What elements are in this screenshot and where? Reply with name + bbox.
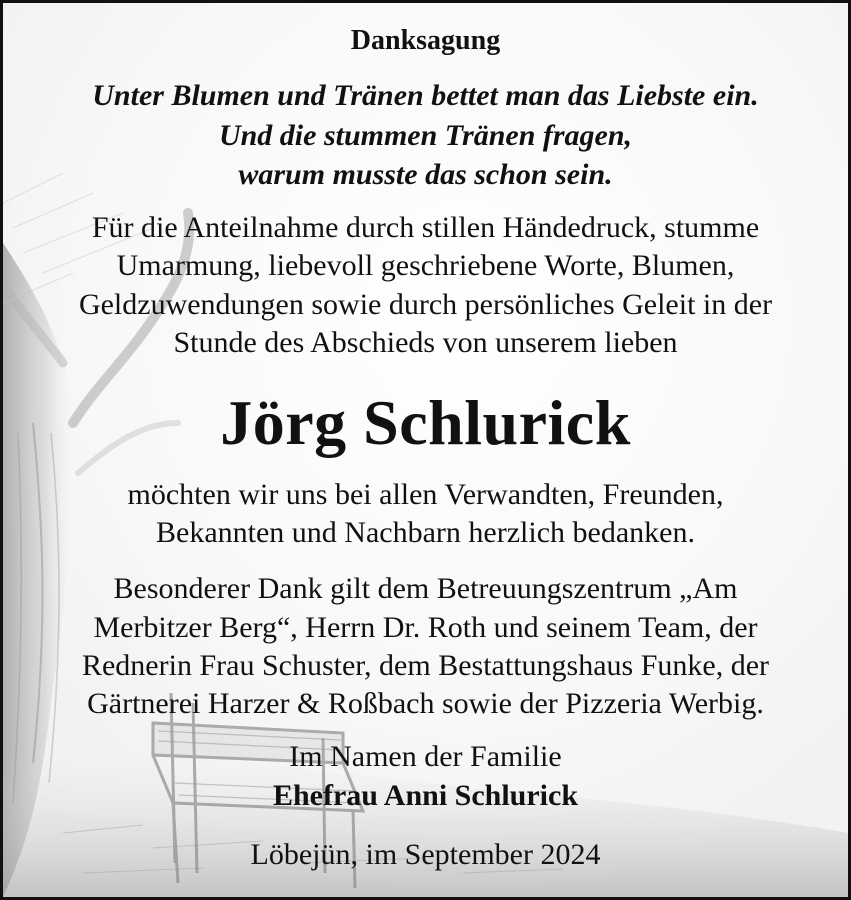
special-thanks-line-4: Gärtnerei Harzer & Roßbach sowie der Pizzeria Werbig. xyxy=(87,687,764,720)
deceased-name: Jörg Schlurick xyxy=(220,387,631,458)
special-thanks-line-3: Rednerin Frau Schuster, dem Bestattungshaus Funke, der xyxy=(81,649,769,682)
verse-line-3: warum musste das schon sein. xyxy=(238,158,613,191)
verse-line-2: Und die stummen Tränen fragen, xyxy=(218,119,633,152)
thanks-line-2: Bekannten und Nachbarn herzlich bedanken. xyxy=(156,516,695,549)
verse-line-1: Unter Blumen und Tränen bettet man das Liebste ein. xyxy=(92,79,759,112)
intro-line-1: Für die Anteilnahme durch stillen Händedruck, stumme xyxy=(91,211,760,244)
intro-line-4: Stunde des Abschieds von unserem lieben xyxy=(173,326,678,359)
place-date: Löbejün, im September 2024 xyxy=(250,838,601,871)
special-thanks-line-2: Merbitzer Berg“, Herrn Dr. Roth und seinem Team, der xyxy=(93,611,758,644)
intro-line-3: Geldzuwendungen sowie durch persönliches Geleit in der xyxy=(78,288,773,321)
signature-name: Ehefrau Anni Schlurick xyxy=(272,779,579,812)
thanks-line-1: möchten wir uns bei allen Verwandten, Freunden, xyxy=(127,478,724,511)
notice-title: Danksagung xyxy=(350,25,501,56)
signature-line-1: Im Namen der Familie xyxy=(289,740,562,773)
intro-line-2: Umarmung, liebevoll geschriebene Worte, Blumen, xyxy=(116,249,735,282)
special-thanks-line-1: Besonderer Dank gilt dem Betreuungszentrum „Am xyxy=(113,572,738,605)
